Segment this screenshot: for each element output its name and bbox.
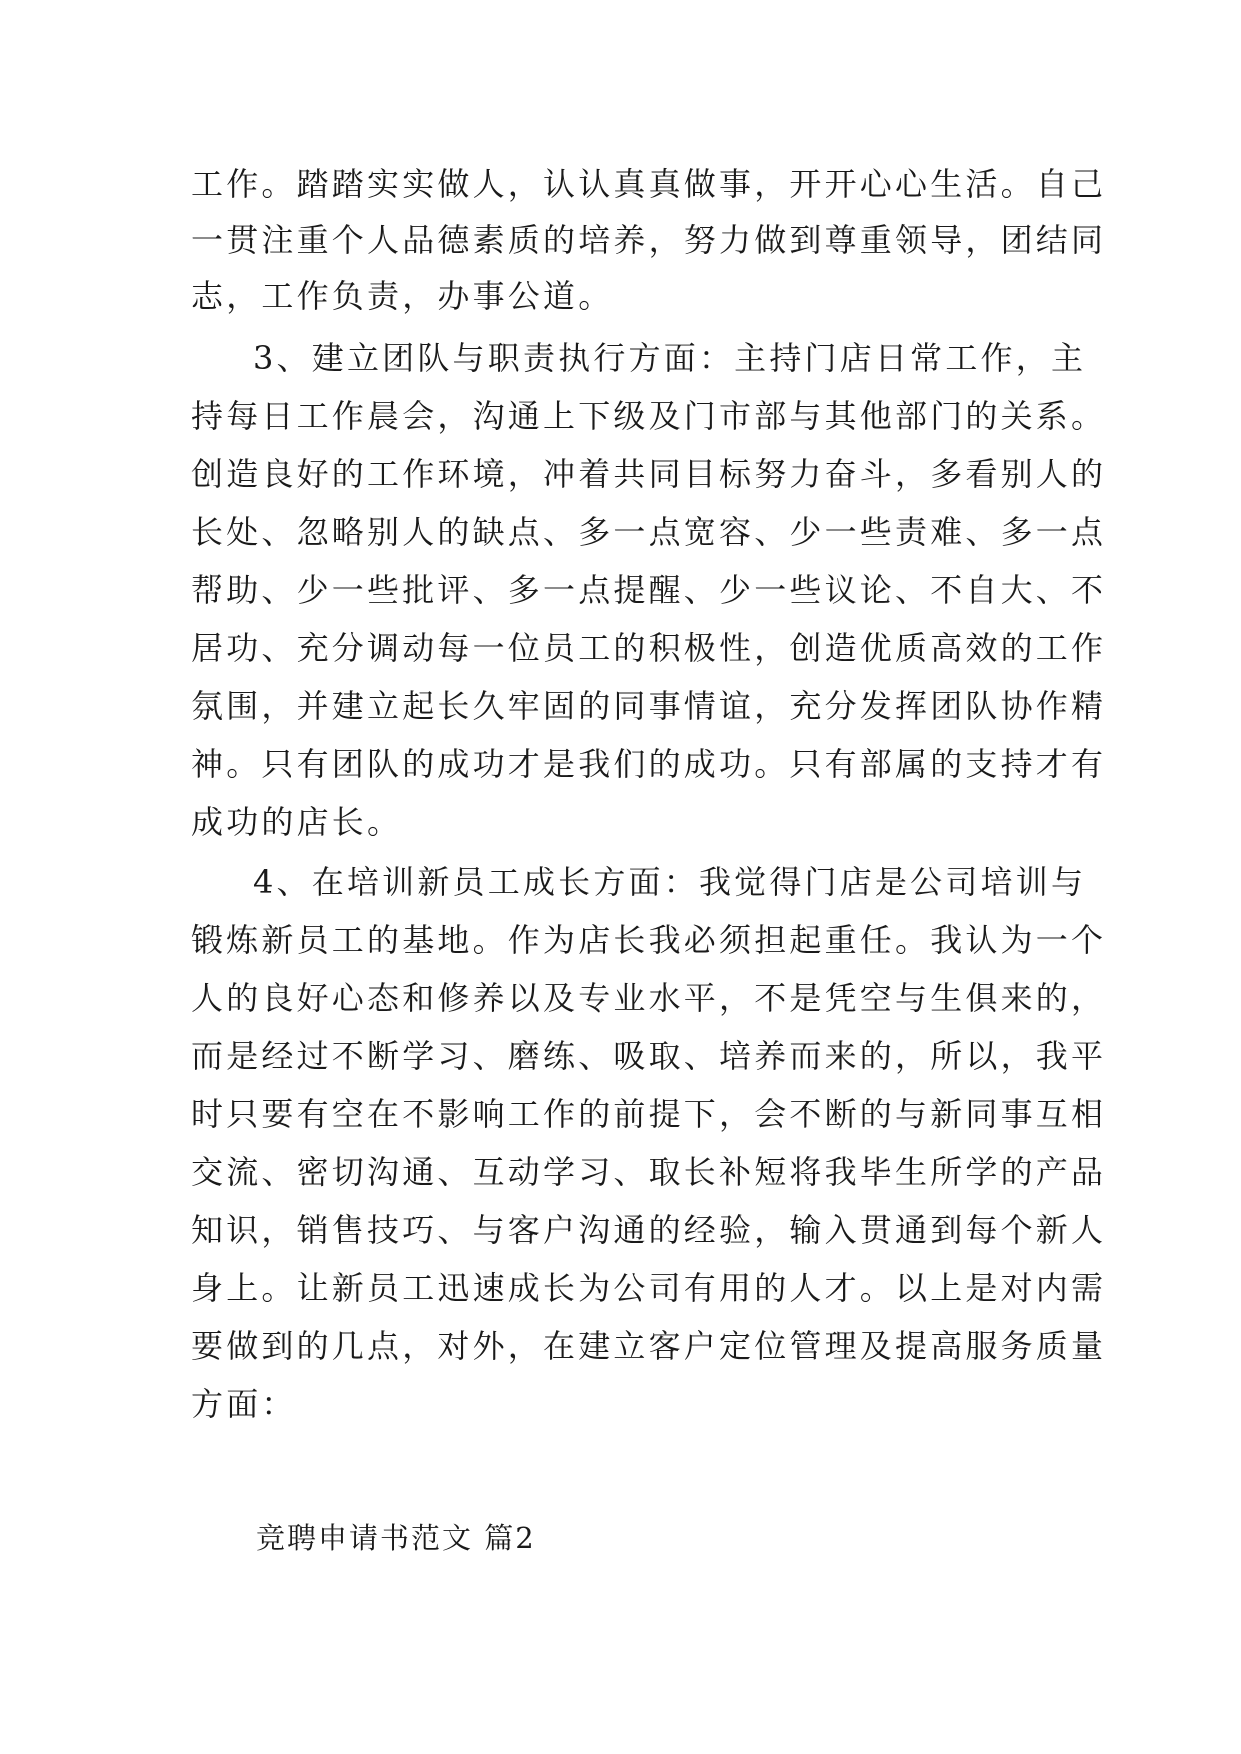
text-line: 持每日工作晨会，沟通上下级及门市部与其他部门的关系。: [191, 397, 1107, 435]
text-line: 居功、充分调动每一位员工的积极性，创造优质高效的工作: [191, 629, 1107, 667]
text-line: 帮助、少一些批评、多一点提醒、少一些议论、不自大、不: [191, 571, 1107, 609]
text-line: 锻炼新员工的基地。作为店长我必须担起重任。我认为一个: [191, 921, 1107, 959]
text-line: 创造良好的工作环境，冲着共同目标努力奋斗，多看别人的: [191, 455, 1107, 493]
paragraph-3-start: 3、建立团队与职责执行方面：主持门店日常工作，主: [253, 339, 1087, 377]
text-line: 知识，销售技巧、与客户沟通的经验，输入贯通到每个新人: [191, 1211, 1107, 1249]
text-line: 氛围，并建立起长久牢固的同事情谊，充分发挥团队协作精: [191, 687, 1107, 725]
text-line: 身上。让新员工迅速成长为公司有用的人才。以上是对内需: [191, 1269, 1107, 1307]
text-line: 交流、密切沟通、互动学习、取长补短将我毕生所学的产品: [191, 1153, 1107, 1191]
paragraph-4-start: 4、在培训新员工成长方面：我觉得门店是公司培训与: [253, 863, 1087, 901]
text-line: 人的良好心态和修养以及专业水平，不是凭空与生俱来的，: [191, 979, 1107, 1017]
text-line: 成功的店长。: [191, 803, 403, 841]
text-line: 要做到的几点，对外，在建立客户定位管理及提高服务质量: [191, 1327, 1107, 1365]
text-line: 而是经过不断学习、磨练、吸取、培养而来的，所以，我平: [191, 1037, 1107, 1075]
section-heading: 竞聘申请书范文 篇2: [256, 1521, 536, 1555]
text-line: 方面：: [191, 1385, 297, 1423]
text-line: 神。只有团队的成功才是我们的成功。只有部属的支持才有: [191, 745, 1107, 783]
text-line: 一贯注重个人品德素质的培养，努力做到尊重领导，团结同: [191, 221, 1107, 259]
text-line: 工作。踏踏实实做人，认认真真做事，开开心心生活。自己: [191, 165, 1107, 203]
text-line: 长处、忽略别人的缺点、多一点宽容、少一些责难、多一点: [191, 513, 1107, 551]
text-line: 志，工作负责，办事公道。: [191, 277, 614, 315]
text-line: 时只要有空在不影响工作的前提下，会不断的与新同事互相: [191, 1095, 1107, 1133]
